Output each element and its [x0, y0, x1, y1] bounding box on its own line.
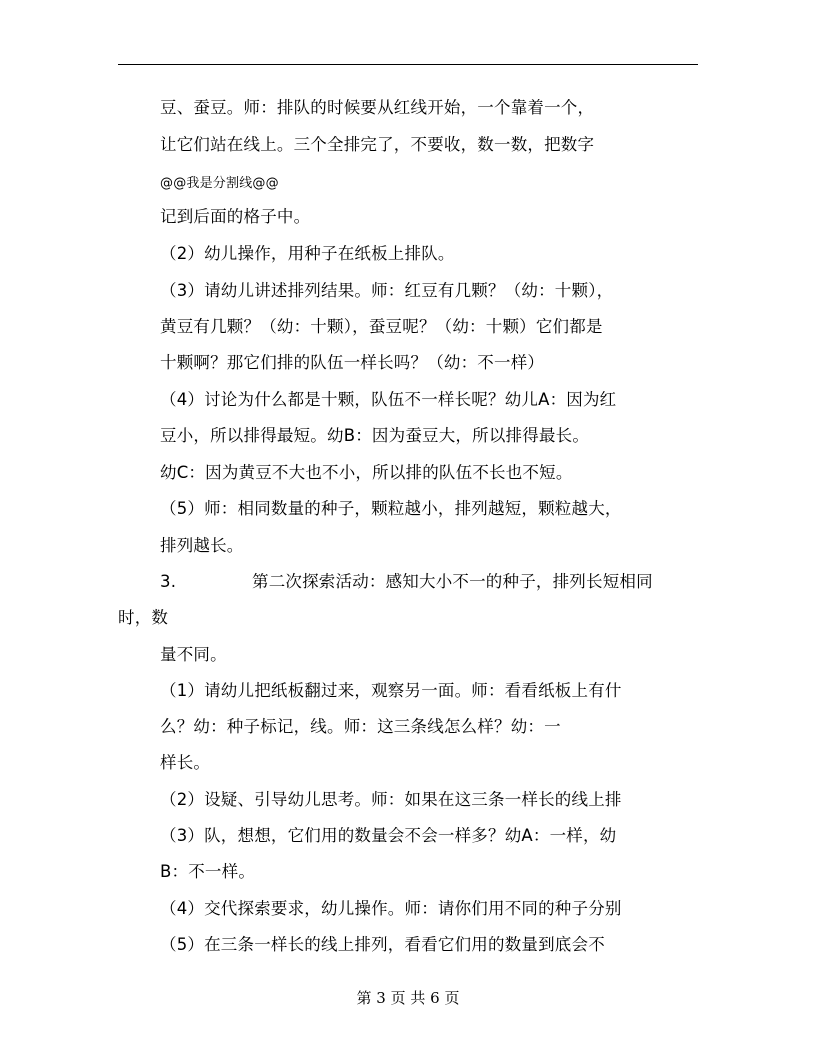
paragraph-line: 记到后面的格子中。: [160, 207, 311, 226]
page-footer: 第 3 页 共 6 页: [356, 989, 460, 1007]
paragraph-line: 豆、蚕豆。师：排队的时候要从红线开始，一个靠着一个，: [160, 98, 595, 117]
paragraph-line: 量不同。: [160, 645, 227, 664]
paragraph-line: （2）设疑、引导幼儿思考。师：如果在这三条一样长的线上排: [160, 790, 622, 809]
paragraph-line: 样长。: [160, 753, 211, 772]
paragraph-line: （3）请幼儿讲述排列结果。师：红豆有几颗？（幼：十颗），: [160, 281, 614, 300]
paragraph-line: 么？幼：种子标记，线。师：这三条线怎么样？幼：一: [160, 717, 561, 736]
header-rule: [118, 64, 698, 65]
paragraph-line: （2）幼儿操作，用种子在纸板上排队。: [160, 244, 455, 263]
paragraph-line: 让它们站在线上。三个全排完了，不要收，数一数，把数字: [160, 135, 595, 154]
paragraph-line: （5）在三条一样长的线上排列，看看它们用的数量到底会不: [160, 935, 605, 954]
paragraph-line: （3）队，想想，它们用的数量会不会一样多？幼A：一样，幼: [160, 826, 617, 845]
paragraph-line: （5）师：相同数量的种子，颗粒越小，排列越短，颗粒越大，: [160, 499, 622, 518]
paragraph-line: （4）讨论为什么都是十颗，队伍不一样长呢？幼儿A：因为红: [160, 390, 617, 409]
paragraph-line: 第二次探索活动：感知大小不一的种子，排列长短相同: [252, 572, 653, 591]
paragraph-line: （4）交代探索要求，幼儿操作。师：请你们用不同的种子分别: [160, 899, 622, 918]
paragraph-line: 十颗啊？那它们排的队伍一样长吗？（幼：不一样）: [160, 353, 545, 372]
paragraph-line: 幼C：因为黄豆不大也不小，所以排的队伍不长也不短。: [160, 463, 573, 482]
paragraph-line: 时，数: [118, 608, 169, 627]
list-number: 3.: [160, 572, 177, 591]
paragraph-line: 黄豆有几颗？（幼：十颗），蚕豆呢？（幼：十颗）它们都是: [160, 317, 603, 336]
paragraph-line: （1）请幼儿把纸板翻过来，观察另一面。师：看看纸板上有什: [160, 681, 622, 700]
paragraph-line: B：不一样。: [160, 862, 256, 881]
paragraph-line: 豆小，所以排得最短。幼B：因为蚕豆大，所以排得最长。: [160, 426, 590, 445]
paragraph-line: 排列越长。: [160, 536, 244, 555]
separator-text: @@我是分割线@@: [160, 176, 279, 191]
